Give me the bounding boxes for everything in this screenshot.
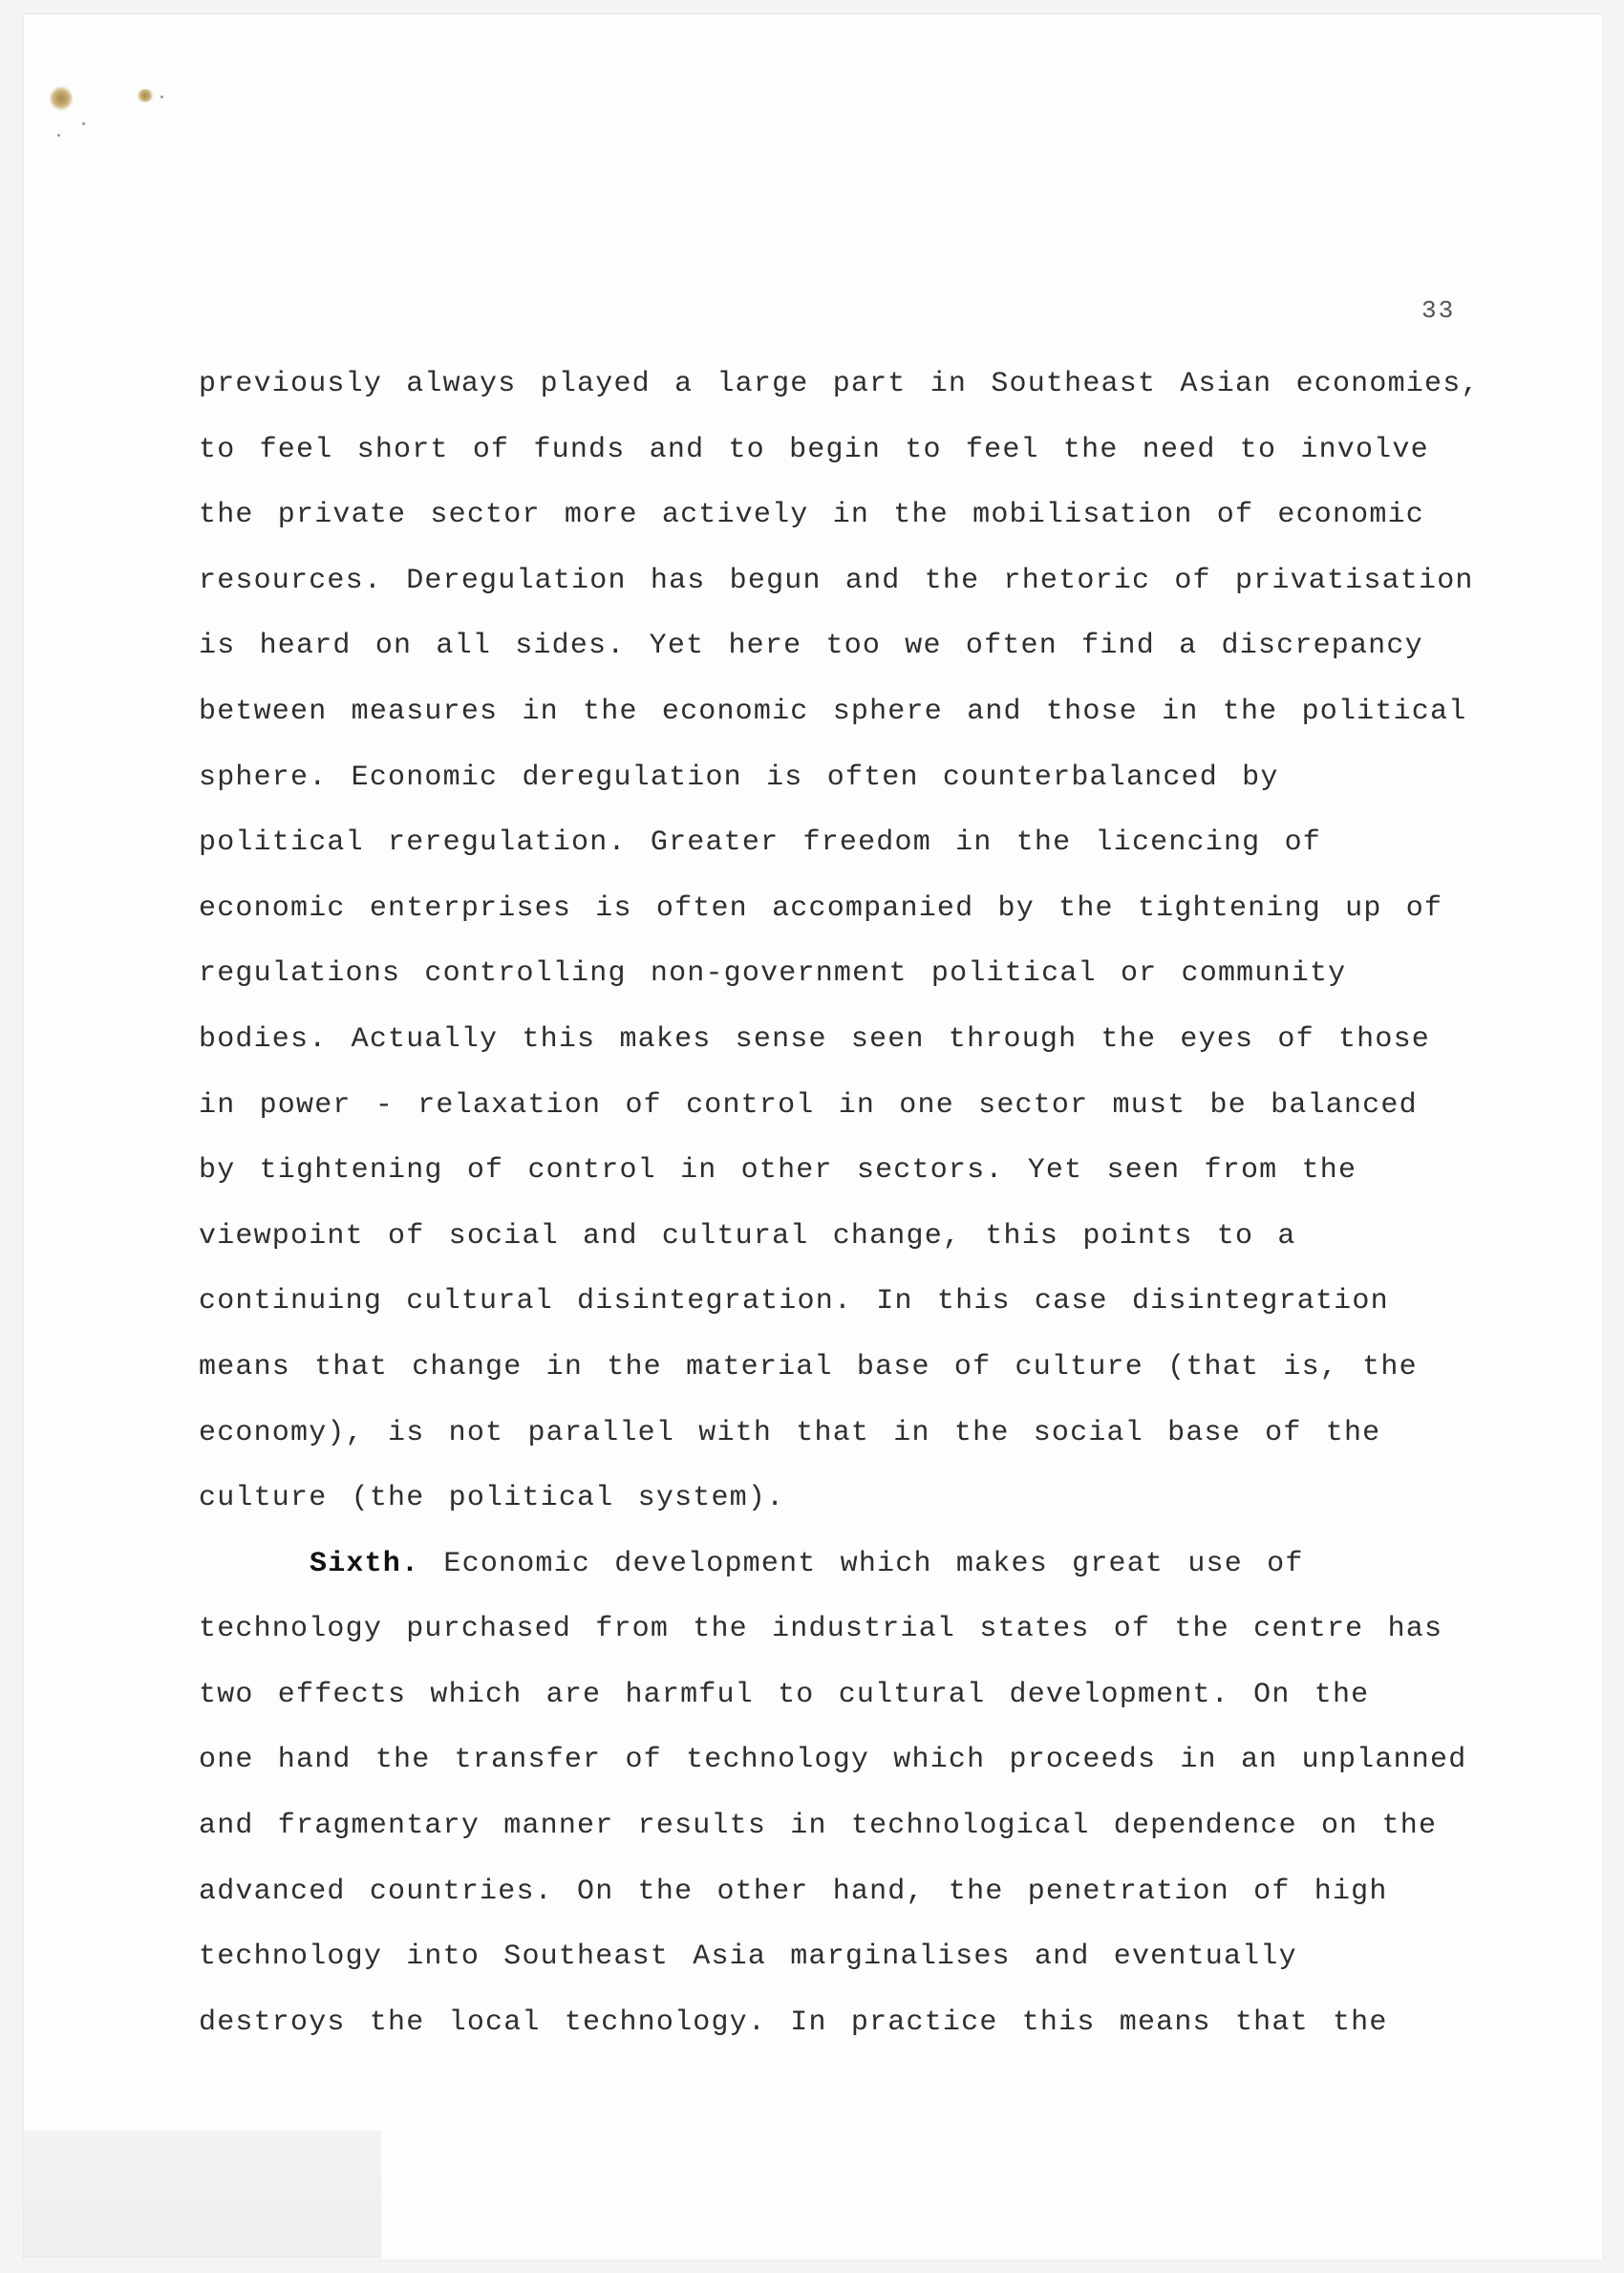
speck xyxy=(82,122,85,125)
text-line: economy), is not parallel with that in the social base of the xyxy=(199,1416,1381,1449)
text-line: one hand the transfer of technology which proceeds in an unplanned xyxy=(199,1744,1467,1777)
text-line: in power - relaxation of control in one sector must be balanced xyxy=(199,1088,1418,1122)
text-line: two effects which are harmful to cultural development. On the xyxy=(199,1678,1370,1711)
text-line: and fragmentary manner results in technological dependence on the xyxy=(199,1810,1438,1843)
text-line: viewpoint of social and cultural change, this points to a xyxy=(199,1219,1296,1253)
text-line: to feel short of funds and to begin to feel the need to involve xyxy=(199,433,1429,466)
text-line: technology purchased from the industrial states of the centre has xyxy=(199,1613,1443,1646)
text-line: by tightening of control in other sectors. Yet seen from the xyxy=(199,1154,1357,1188)
text-line: sphere. Economic deregulation is often counterbalanced by xyxy=(199,761,1279,794)
text-line: the private sector more actively in the mobilisation of economic xyxy=(199,499,1424,532)
text-line: previously always played a large part in Southeast Asian economies, xyxy=(199,368,1480,400)
text-line: bodies. Actually this makes sense seen through the eyes of those xyxy=(199,1022,1430,1056)
text-line: resources. Deregulation has begun and the rhetoric of privatisation xyxy=(199,564,1474,597)
speck xyxy=(57,134,60,137)
stain-mark xyxy=(137,89,154,102)
text-line: economic enterprises is often accompanied by the tightening up of xyxy=(199,891,1443,925)
paragraph-lead: Sixth. xyxy=(310,1547,420,1580)
text-line: regulations controlling non-government political or community xyxy=(199,957,1347,991)
scan-shadow xyxy=(23,2131,381,2259)
text-line: between measures in the economic sphere and those in the political xyxy=(199,695,1467,728)
text-line: means that change in the material base of culture (that is, the xyxy=(199,1350,1418,1383)
text-line: technology into Southeast Asia marginalises and eventually xyxy=(199,1941,1297,1974)
paragraph-first-line xyxy=(199,1532,1536,1598)
page-number: 33 xyxy=(1421,296,1456,325)
stain-mark xyxy=(50,86,73,111)
text-line: culture (the political system). xyxy=(199,1482,785,1515)
text-line: political reregulation. Greater freedom in the licencing of xyxy=(199,826,1321,860)
body-text xyxy=(199,352,1536,2055)
text-line: advanced countries. On the other hand, the penetration of high xyxy=(199,1875,1388,1908)
text-line: is heard on all sides. Yet here too we often find a discrepancy xyxy=(199,630,1423,663)
text-line: continuing cultural disintegration. In this case disintegration xyxy=(199,1285,1389,1319)
text-line: destroys the local technology. In practice this means that the xyxy=(199,2005,1388,2039)
paragraph-lead-rest: Economic development which makes great use of xyxy=(419,1547,1304,1580)
speck xyxy=(160,96,163,98)
